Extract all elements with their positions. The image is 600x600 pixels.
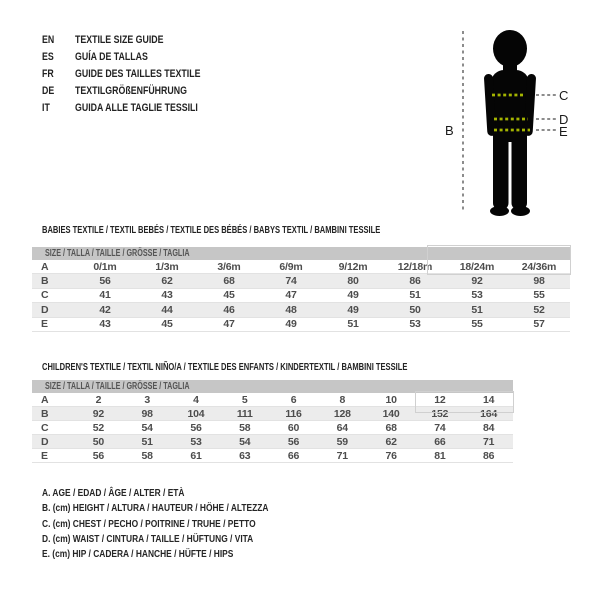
chest-label: C: [559, 88, 569, 103]
child-silhouette: [484, 30, 536, 216]
size-cell: 18/24m: [459, 260, 495, 273]
size-cell: 50: [409, 303, 421, 316]
table-row: [32, 421, 513, 435]
size-cell: 56: [99, 275, 111, 288]
row-label: E: [41, 318, 48, 331]
size-cell: 49: [347, 303, 359, 316]
size-cell: 10: [385, 393, 397, 406]
size-cell: 55: [471, 318, 483, 331]
size-cell: 56: [287, 435, 300, 448]
size-cell: 3/6m: [217, 260, 241, 273]
size-cell: 48: [285, 303, 297, 316]
row-label: D: [41, 303, 49, 316]
table-row: [32, 289, 570, 303]
height-label: B: [445, 123, 454, 138]
size-cell: 53: [409, 318, 421, 331]
size-cell: 42: [99, 303, 111, 316]
size-cell: 62: [385, 435, 397, 448]
size-cell: 164: [480, 407, 498, 420]
size-cell: 116: [285, 407, 302, 420]
size-cell: 52: [533, 303, 545, 316]
waist-label: D: [559, 112, 569, 127]
language-code: ES: [42, 50, 54, 63]
language-title: GUÍA DE TALLAS: [75, 50, 148, 63]
measurement-legend: [42, 487, 325, 563]
size-cell: 53: [471, 289, 483, 302]
language-row: [42, 48, 232, 65]
size-cell: 51: [141, 435, 153, 448]
legend-line: C. (cm) CHEST / PECHO / POITRINE / TRUHE / PETTO: [42, 517, 256, 530]
size-cell: 6/9m: [279, 260, 303, 273]
language-row: [42, 82, 232, 99]
size-cell: 84: [483, 421, 495, 434]
size-cell: 61: [190, 449, 202, 462]
row-label: E: [41, 449, 48, 462]
row-label: A: [41, 260, 49, 273]
size-header-bar: SIZE / TALLA / TAILLE / GRÖSSE / TAGLIA: [32, 247, 570, 260]
language-title: TEXTILE SIZE GUIDE: [75, 33, 164, 46]
row-label: D: [41, 435, 49, 448]
hip-label: E: [559, 124, 568, 139]
size-cell: 92: [92, 407, 105, 420]
row-label: A: [41, 393, 49, 406]
language-title: TEXTILGRÖßENFÜHRUNG: [75, 84, 187, 97]
size-cell: 49: [285, 318, 297, 331]
size-cell: 60: [287, 421, 300, 434]
size-cell: 68: [223, 275, 235, 288]
size-cell: 44: [161, 303, 173, 316]
children-table-title: CHILDREN'S TEXTILE / TEXTIL NIÑO/A / TEXTILE DES ENFANTS / KINDERTEXTIL / BAMBINI TESSILE: [42, 361, 408, 373]
babies-table-title: BABIES TEXTILE / TEXTIL BEBÉS / TEXTILE DES BÉBÉS / BABYS TEXTIL / BAMBINI TESSILE: [42, 224, 381, 236]
size-cell: 104: [187, 407, 205, 420]
size-cell: 5: [241, 393, 248, 406]
size-cell: 50: [92, 435, 105, 448]
size-cell: 66: [287, 449, 300, 462]
table-row: [32, 435, 513, 449]
size-cell: 52: [92, 421, 105, 434]
size-cell: 53: [190, 435, 202, 448]
language-row: [42, 65, 232, 82]
size-cell: 47: [223, 318, 235, 331]
column-highlight-box: [415, 391, 514, 413]
size-cell: 2: [95, 393, 102, 406]
legend-line: A. AGE / EDAD / ÂGE / ALTER / ETÀ: [42, 487, 185, 499]
size-cell: 56: [92, 449, 105, 462]
size-cell: 24/36m: [521, 260, 557, 273]
size-cell: 81: [434, 449, 446, 462]
language-title: GUIDE DES TAILLES TEXTILE: [75, 67, 201, 80]
size-cell: 63: [239, 449, 251, 462]
language-code: DE: [42, 84, 55, 97]
size-cell: 9/12m: [338, 260, 368, 273]
row-label: B: [41, 275, 49, 288]
size-cell: 68: [385, 421, 397, 434]
size-header-bar: SIZE / TALLA / TAILLE / GRÖSSE / TAGLIA: [32, 380, 513, 393]
size-cell: 41: [99, 289, 111, 302]
row-label: C: [41, 289, 49, 302]
size-cell: 43: [99, 318, 111, 331]
language-title: GUIDA ALLE TAGLIE TESSILI: [75, 101, 198, 114]
table-row: [32, 318, 570, 332]
size-cell: 128: [333, 407, 351, 420]
size-cell: 45: [223, 289, 235, 302]
child-silhouette-figure: [430, 8, 600, 220]
legend-line: B. (cm) HEIGHT / ALTURA / HAUTEUR / HÖHE / ALTEZZA: [42, 502, 269, 515]
size-cell: 54: [141, 421, 153, 434]
size-cell: 58: [141, 449, 153, 462]
size-cell: 71: [483, 435, 495, 448]
table-row: [32, 449, 513, 463]
size-cell: 54: [239, 435, 251, 448]
size-cell: 8: [339, 393, 346, 406]
size-cell: 6: [290, 393, 297, 406]
size-cell: 1/3m: [155, 260, 179, 273]
size-cell: 98: [141, 407, 153, 420]
size-cell: 86: [483, 449, 495, 462]
size-cell: 58: [239, 421, 251, 434]
size-cell: 51: [471, 303, 483, 316]
column-highlight-box: [427, 245, 571, 275]
size-cell: 92: [471, 275, 483, 288]
size-cell: 55: [533, 289, 545, 302]
size-cell: 74: [285, 275, 297, 288]
size-cell: 56: [190, 421, 202, 434]
size-cell: 57: [533, 318, 545, 331]
language-code: FR: [42, 67, 54, 80]
size-cell: 62: [161, 275, 173, 288]
size-cell: 4: [193, 393, 199, 406]
size-cell: 51: [409, 289, 421, 302]
table-row: [32, 303, 570, 317]
legend-line: D. (cm) WAIST / CINTURA / TAILLE / HÜFTUNG / VITA: [42, 532, 254, 545]
size-cell: 46: [223, 303, 235, 316]
language-row: [42, 99, 232, 116]
row-label: B: [41, 407, 49, 420]
size-cell: 12: [434, 393, 446, 406]
size-cell: 0/1m: [93, 260, 117, 273]
size-cell: 66: [434, 435, 446, 448]
size-cell: 49: [347, 289, 359, 302]
size-cell: 64: [336, 421, 348, 434]
language-row: [42, 31, 232, 48]
size-cell: 59: [336, 435, 348, 448]
size-cell: 140: [382, 407, 400, 420]
size-cell: 14: [483, 393, 495, 406]
size-cell: 152: [431, 407, 449, 420]
child-silhouette-svg: [430, 8, 600, 220]
size-cell: 76: [385, 449, 397, 462]
size-cell: 80: [347, 275, 359, 288]
legend-line: E. (cm) HIP / CADERA / HANCHE / HÜFTE / HIPS: [42, 548, 234, 561]
size-cell: 71: [336, 449, 348, 462]
language-title-list: [42, 31, 232, 116]
size-cell: 12/18m: [397, 260, 433, 273]
language-code: EN: [42, 33, 55, 46]
size-cell: 98: [533, 275, 545, 288]
size-cell: 74: [434, 421, 446, 434]
language-code: IT: [42, 101, 50, 114]
size-cell: 86: [409, 275, 421, 288]
size-cell: 45: [161, 318, 173, 331]
size-cell: 43: [161, 289, 173, 302]
size-cell: 3: [144, 393, 150, 406]
table-row: [32, 274, 570, 288]
size-cell: 111: [236, 407, 253, 420]
size-cell: 51: [347, 318, 359, 331]
size-cell: 47: [285, 289, 297, 302]
row-label: C: [41, 421, 49, 434]
